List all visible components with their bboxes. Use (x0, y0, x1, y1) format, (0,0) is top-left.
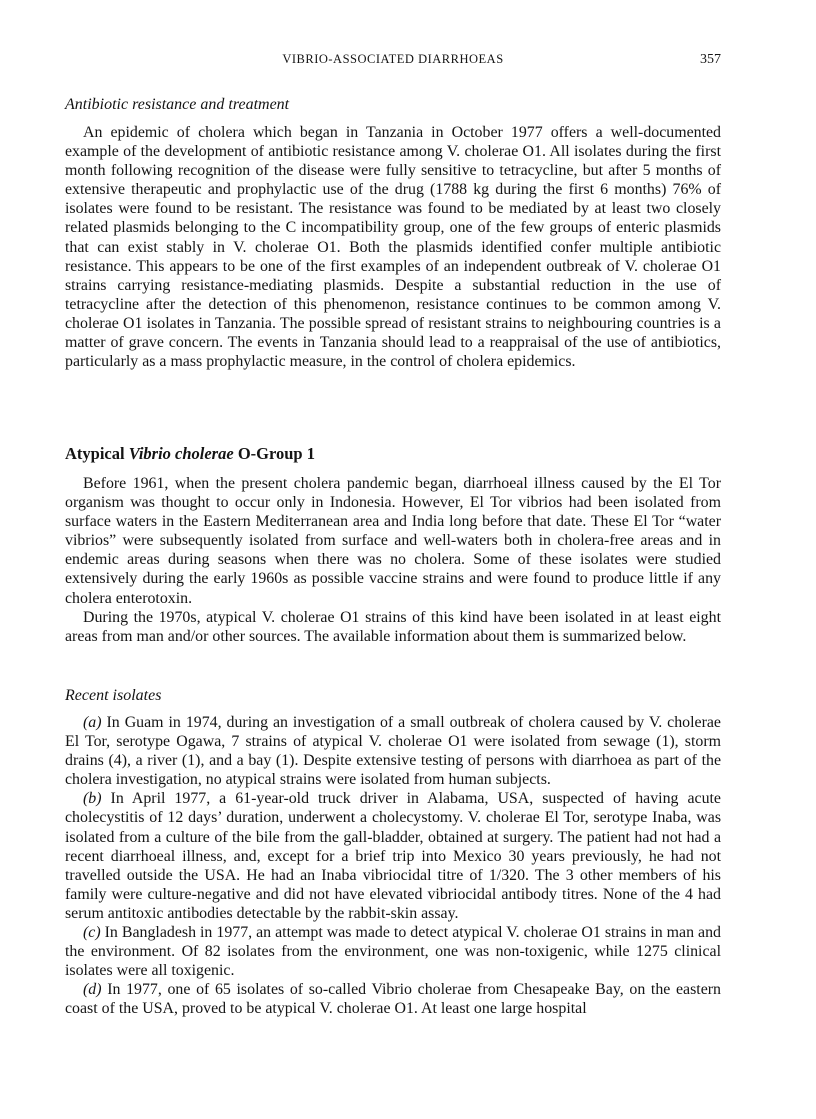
list-item (65, 923, 721, 980)
item-text: In Bangladesh in 1977, an attempt was made to detect atypical V. cholerae O1 strains in man and the environment. Of 82 isolates from the environment, one was non-toxigenic, while 1275 clinical isolates were all toxigenic. (65, 924, 721, 980)
section-heading-recent-isolates (65, 686, 721, 706)
section-heading-antibiotic (65, 95, 721, 115)
section-body-atypical (65, 474, 721, 646)
paragraph: An epidemic of cholera which began in Tanzania in October 1977 offers a well-documented example of the development of antibiotic resistance among V. cholerae O1. All isolates during the first month following recognition of the disease were fully sensitive to tetracycline, but after 5 months of extensive therapeutic and prophylactic use of the drug (1788 kg during the first 6 months) 76% of isolates were found to be resistant. The resistance was found to be mediated by at least two closely related plasmids belonging to the C incompatibility group, one of the few groups of enteric plasmids that can exist stably in V. cholerae O1. Both the plasmids identified confer multiple antibiotic resistance. This appears to be one of the first examples of an independent outbreak of V. cholerae O1 strains carrying resistance-mediating plasmids. Despite a substantial reduction in the use of tetracycline after the detection of this phenomenon, resistance continues to be common among V. cholerae O1 isolates in Tanzania. The possible spread of resistant strains to neighbouring countries is a matter of grave concern. The events in Tanzania should lead to a reappraisal of the use of antibiotics, particularly as a mass prophylactic measure, in the control of cholera epidemics. (65, 124, 721, 371)
section-heading-text: Recent isolates (65, 687, 162, 704)
item-label: (c) (83, 924, 101, 942)
heading-species: Vibrio cholerae (128, 444, 234, 463)
item-text: In April 1977, a 61-year-old truck driver in Alabama, USA, suspected of having acute cholecystitis of 12 days’ duration, underwent a cholecystomy. V. cholerae El Tor, serotype Inaba, was isolated from a culture of the bile from the gall-bladder, obtained at surgery. The patient had not had a recent diarrhoeal illness, and, except for a brief trip into Mexico 30 years previously, he had not travelled outside the USA. He had an Inaba vibriocidal titre of 1/320. The 3 other members of his family were culture-negative and did not have elevated vibriocidal antibody titres. None of the 4 had serum antitoxic antibodies detectable by the rabbit-skin assay. (65, 790, 721, 922)
list-item (65, 789, 721, 923)
heading-suffix: O-Group 1 (233, 444, 315, 463)
list-item (65, 980, 721, 1018)
item-text: In 1977, one of 65 isolates of so-called Vibrio cholerae from Chesapeake Bay, on the eastern coast of the USA, proved to be atypical V. cholerae O1. At least one large hospital (65, 981, 721, 1018)
section-heading-atypical (65, 444, 721, 464)
section-body-antibiotic (65, 123, 721, 371)
paragraph: During the 1970s, atypical V. cholerae O1 strains of this kind have been isolated in at least eight areas from man and/or other sources. The available information about them is summarized below. (65, 608, 721, 645)
item-label: (d) (83, 981, 102, 999)
item-label: (b) (83, 790, 102, 808)
section-heading-text: Antibiotic resistance and treatment (65, 96, 290, 113)
list-item (65, 713, 721, 789)
item-text: In Guam in 1974, during an investigation of a small outbreak of cholera caused by V. cholerae El Tor, serotype Ogawa, 7 strains of atypical V. cholerae O1 were isolated from sewage (1), storm drains (4), a river (1), and a bay (1). Despite extensive testing of persons with diarrhoea as part of the cholera investigation, no atypical strains were isolated from human subjects. (65, 714, 721, 789)
running-head (65, 52, 721, 72)
paragraph: Before 1961, when the present cholera pandemic began, diarrhoeal illness caused by the El Tor organism was thought to occur only in Indonesia. However, El Tor vibrios had been isolated from surface waters in the Eastern Mediterranean area and India long before that date. These El Tor “water vibrios” were subsequently isolated from surface and well-waters both in cholera-free areas and in endemic areas during seasons when there was no cholera. Some of these isolates were studied extensively during the early 1960s as possible vaccine strains and were found to produce little if any cholera enterotoxin. (65, 475, 721, 607)
heading-prefix: Atypical (65, 444, 129, 463)
section-body-recent-isolates (65, 713, 721, 1019)
item-label: (a) (83, 714, 102, 731)
page-number: 357 (700, 52, 721, 67)
running-title: VIBRIO-ASSOCIATED DIARRHOEAS (282, 52, 504, 66)
